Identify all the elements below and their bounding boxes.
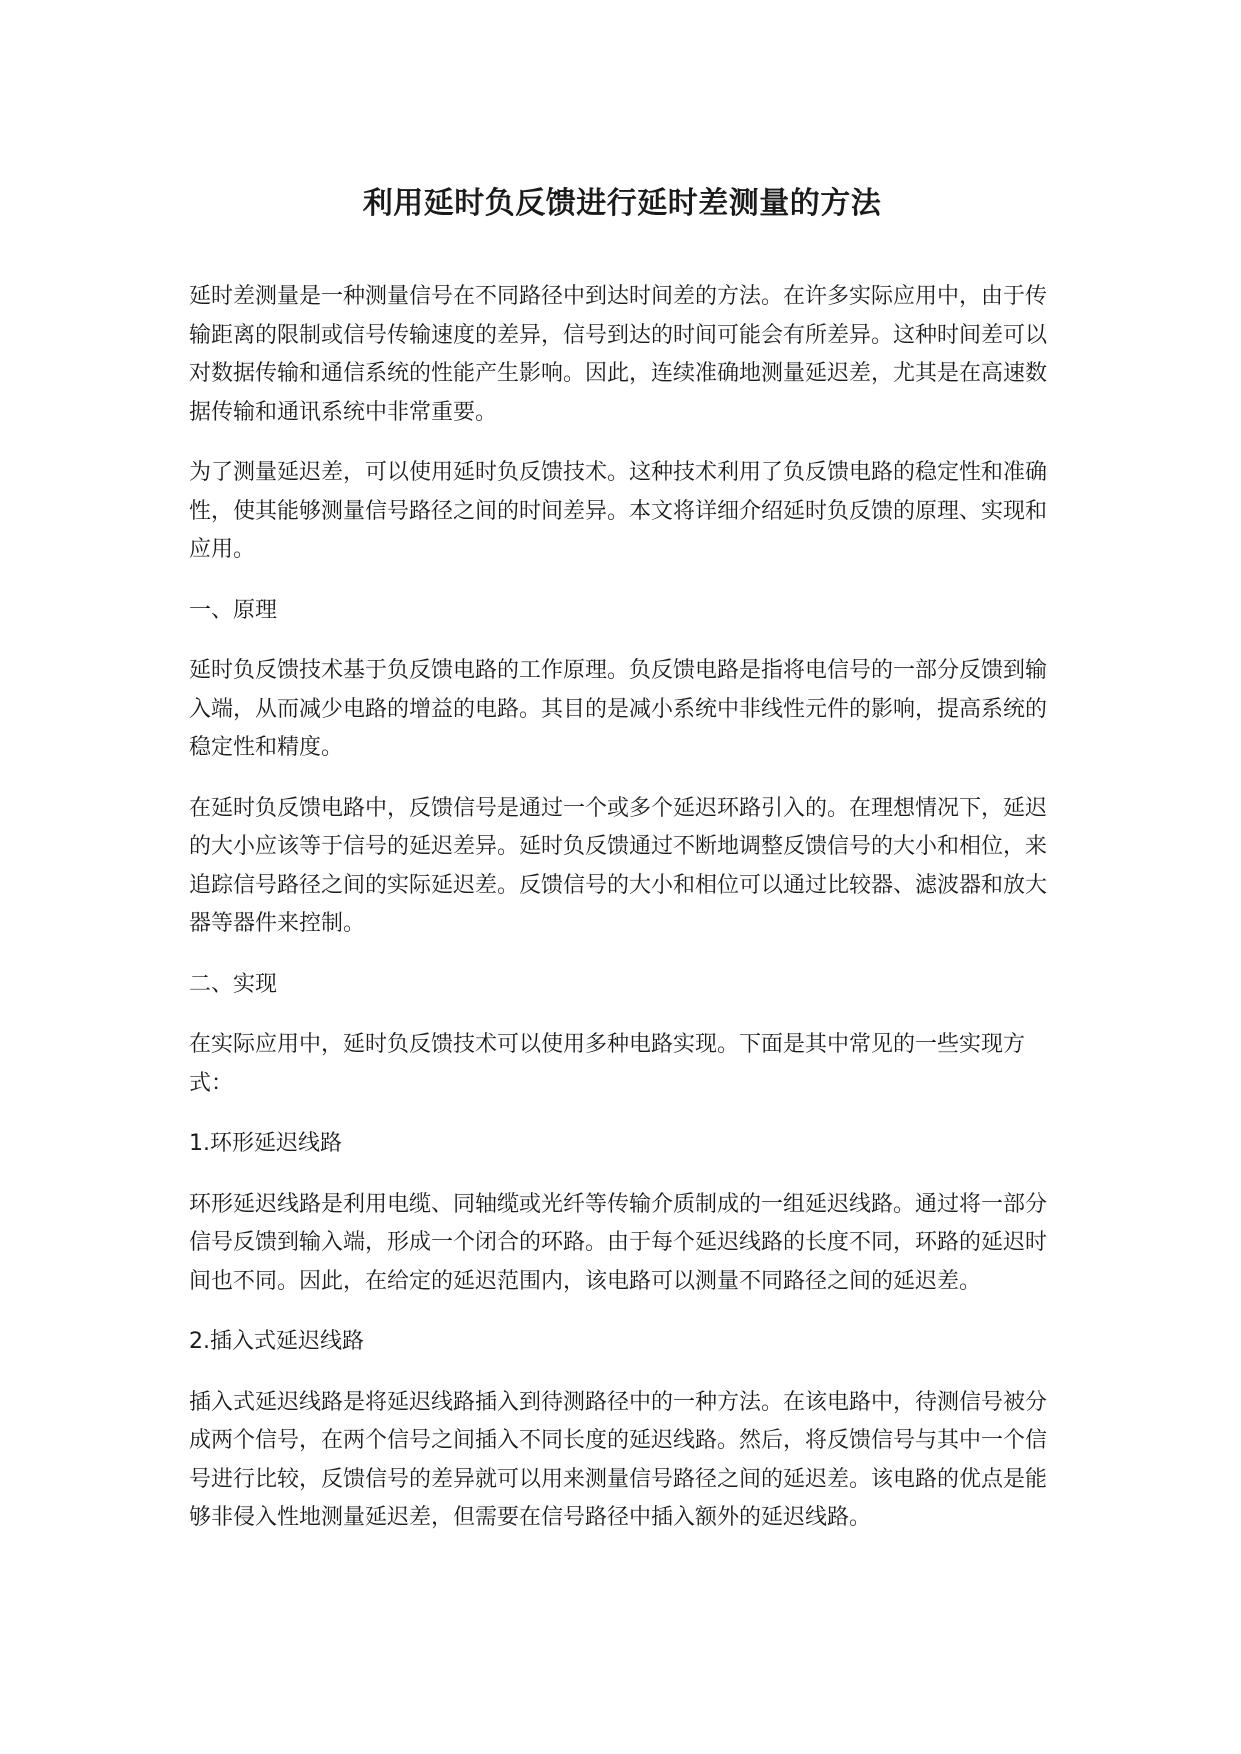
paragraph-principle-1: 延时负反馈技术基于负反馈电路的工作原理。负反馈电路是指将电信号的一部分反馈到输入端，从而减少电路的增益的电路。其目的是减小系统中非线性元件的影响，提高系统的稳定性和精度。 — [189, 658, 1048, 760]
paragraph-intro: 延时差测量是一种测量信号在不同路径中到达时间差的方法。在许多实际应用中，由于传输距离的限制或信号传输速度的差异，信号到达的时间可能会有所差异。这种时间差可以对数据传输和通信系统的性能产生影响。因此，连续准确地测量延迟差，尤其是在高速数据传输和通讯系统中非常重要。 — [189, 284, 1048, 425]
paragraph-insertion-delay-line: 插入式延迟线路是将延迟线路插入到待测路径中的一种方法。在该电路中，待测信号被分成两个信号，在两个信号之间插入不同长度的延迟线路。然后，将反馈信号与其中一个信号进行比较，反馈信号的差异就可以用来测量信号路径之间的延迟差。该电路的优点是能够非侵入性地测量延迟差，但需要在信号路径中插入额外的延迟线路。 — [189, 1389, 1048, 1530]
document-title: 利用延时负反馈进行延时差测量的方法 — [362, 186, 882, 221]
paragraph-purpose: 为了测量延迟差，可以使用延时负反馈技术。这种技术利用了负反馈电路的稳定性和准确性，使其能够测量信号路径之间的时间差异。本文将详细介绍延时负反馈的原理、实现和应用。 — [189, 460, 1048, 562]
subheading-insertion-delay-line: 2.插入式延迟线路 — [189, 1329, 364, 1354]
subheading-ring-delay-line: 1.环形延迟线路 — [189, 1131, 342, 1156]
paragraph-ring-delay-line: 环形延迟线路是利用电缆、同轴缆或光纤等传输介质制成的一组延迟线路。通过将一部分信号反馈到输入端，形成一个闭合的环路。由于每个延迟线路的长度不同，环路的延迟时间也不同。因此，在给定的延迟范围内，该电路可以测量不同路径之间的延迟差。 — [189, 1191, 1048, 1294]
paragraph-implementation-intro: 在实际应用中，延时负反馈技术可以使用多种电路实现。下面是其中常见的一些实现方式： — [189, 1032, 1026, 1096]
paragraph-principle-2: 在延时负反馈电路中，反馈信号是通过一个或多个延迟环路引入的。在理想情况下，延迟的大小应该等于信号的延迟差异。延时负反馈通过不断地调整反馈信号的大小和相位，来追踪信号路径之间的实际延迟差。反馈信号的大小和相位可以通过比较器、滤波器和放大器等器件来控制。 — [189, 795, 1048, 936]
section-heading-implementation: 二、实现 — [189, 971, 278, 997]
section-heading-principle: 一、原理 — [189, 597, 278, 623]
